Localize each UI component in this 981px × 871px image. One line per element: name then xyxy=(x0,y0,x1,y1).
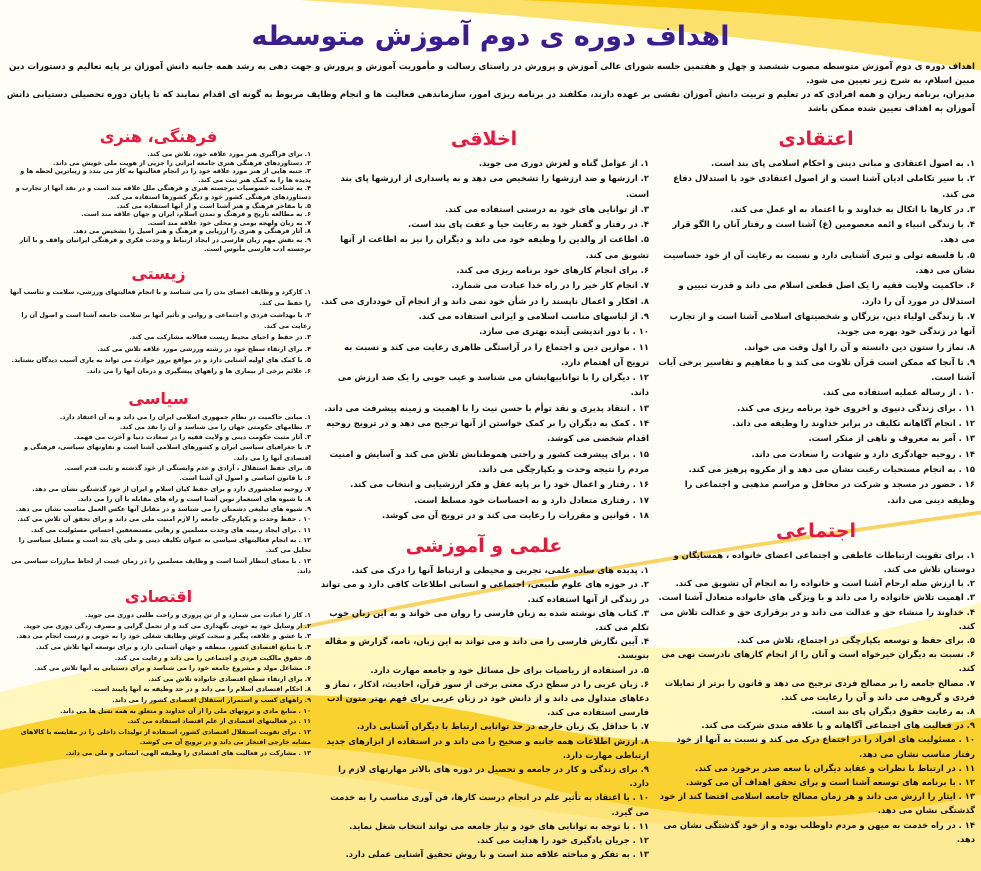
goal-item: ۶. حاکمیت ولایت فقیه را یک اصل قطعی اسلام می داند و قدرت تبیین و استدلال در مورد آن را دارد. xyxy=(678,280,975,306)
section-akhlaghi xyxy=(319,126,649,523)
section-heading: اجتماعی xyxy=(775,519,857,542)
goal-item: ۷. با حداقل یک زبان خارجه در حد توانایی ارتباط با دیگران آشنایی دارد. xyxy=(356,721,649,732)
goal-item: ۱۵ . برای پیشرفت کشور و راحتی هموطنانش تلاش می کند و آسایش و امنیت مردم را نتیجه وحدت و یکپارچگی می داند. xyxy=(329,448,649,474)
goal-item: ۱۶ . رفتار و اعمال خود را بر پایه عقل و فکر ارزشیابی و انتخاب می کند. xyxy=(350,479,649,490)
goal-item: ۱۳ . با معنای انتظار آشنا است و وظایف مسلمین را در زمان غیبت از لحاظ مبارزات سیاسی می داند. xyxy=(11,556,311,575)
goal-item: ۹. راههای کسب و استمرار استقلال اقتصادی کشور را می داند. xyxy=(112,696,311,704)
goal-item: ۱۲ . با برنامه های توسعه آشنا است و برای تحقق اهداف آن می کوشد. xyxy=(685,777,975,788)
goal-item: ۱۱ . در فعالیتهای اقتصادی از علم اقتصاد استفاده می کند. xyxy=(127,717,311,726)
goal-item: ۸. با شیوه های استعمار نوین آشنا است و راه های مقابله با آن را می داند. xyxy=(77,494,311,503)
goal-list xyxy=(657,156,975,508)
goal-item: ۱۷ . رفتاری متعادل دارد و به احساسات خود مسلط است. xyxy=(414,494,649,505)
goal-item: ۱۳ . به تفکر و مباحثه علاقه مند است و با روش تحقیق آشنایی عملی دارد. xyxy=(345,849,649,860)
goal-item: ۶. با قانون اساسی و اصول آن آشنا است. xyxy=(179,474,311,483)
goal-item: ۲. در حوزه های علوم طبیعی، اجتماعی و انسانی اطلاعات کافی دارد و می تواند در زندگی از آنها استفاده کند. xyxy=(320,579,649,604)
goal-item: ۱۰ . از رساله عملیه استفاده می کند. xyxy=(822,387,975,398)
section-heading: زیستی xyxy=(131,264,186,284)
goal-item: ۸. نماز را ستون دین دانسته و آن را اول وقت می خواند. xyxy=(744,341,975,352)
goal-item: ۳. آثار مثبت حکومت دینی و ولایت فقیه را در سعادت دنیا و آخرت می فهمد. xyxy=(73,433,311,442)
section-siasi xyxy=(6,388,311,577)
goal-item: ۳. کتاب های نوشته شده به زبان فارسی را روان می خواند و به این زبان خوب تکلم می کند. xyxy=(329,607,649,632)
goal-item: ۱۰ . مسئولیت های افراد را در اجتماع درک می کند و نسبت به آنها از خود رفتار مناسب نشان می دهد. xyxy=(676,734,975,759)
goal-item: ۷. به زبان ولهجه بومی و محلی خود علاقه مند است. xyxy=(147,218,311,227)
goal-item: ۱۰ . با دور اندیشی آینده بهتری می سازد. xyxy=(479,326,649,337)
goal-item: ۸. به رعایت حقوق دیگران پای بند است. xyxy=(811,706,975,717)
section-farhangi xyxy=(6,126,311,253)
section-eteghadi xyxy=(657,126,975,508)
goal-item: ۱. به اصول اعتقادی و مبانی دینی و احکام اسلامی پای بند است. xyxy=(711,158,975,168)
column-left xyxy=(6,126,311,759)
goal-list xyxy=(319,156,649,523)
goal-item: ۶. برای انجام کارهای خود برنامه ریزی می کند. xyxy=(456,265,649,276)
goal-item: ۳. از توانایی های خود به درستی استفاده می کند. xyxy=(444,203,649,214)
goal-item: ۱۱ . برای ایجاد زمینه های وحدت مسلمین و رهایی مستضعفین احساس مسئولیت می کند. xyxy=(30,525,311,534)
goal-item: ۱. برای فراگیری هنر مورد علاقه خود، تلاش می کند. xyxy=(147,150,311,158)
goal-item: ۴. با جغرافیای سیاسی ایران و کشورهای اسلامی آشنا است و تفاوتهای سیاسی، فرهنگی و اقتصادی آنها را می داند. xyxy=(23,443,311,462)
section-zisti xyxy=(6,263,311,377)
section-heading: فرهنگی، هنری xyxy=(99,127,218,146)
goal-item: ۴. خداوند را منشاء حق و عدالت می داند و در برقراری حق و عدالت تلاش می کند. xyxy=(660,606,975,631)
goal-item: ۳. در حفظ و احیای محیط زیست فعالانه مشارکت می کند. xyxy=(129,333,311,342)
goal-item: ۱۲ . به انجام فعالیتهای سیاسی به عنوان تکلیف دینی و ملی پای بند است و مسایل سیاسی را تحلیل می کند. xyxy=(18,536,311,555)
goal-item: ۶. علائم برخی از بیماری ها و راههای پیشگیری و درمان آنها را می داند. xyxy=(86,367,311,376)
section-elmi xyxy=(319,533,649,861)
goal-item: ۴. به شناخت خصوصیات برجسته هنری و فرهنگی ملل علاقه مند است و در نقد آنها از تجارب و دستاوردهای فرهنگی کشور خود و دیگر کشورها استفاده می کند. xyxy=(15,184,311,201)
goal-item: ۶. زبان عربی را در سطح درک معنی برخی از سور قرآن، احادیث، اذکار ، نماز و دعاهای متداول می داند و از دانش خود در زبان عربی برای فهم بهتر متون ادب فارسی استفاده می کند. xyxy=(325,678,649,718)
goal-item: ۱۱ . در ارتباط با نظرات و عقاید دیگران با سعه صدر برخورد می کند. xyxy=(695,762,975,773)
goal-item: ۱۲ . دیگران را با تواناییهایشان می شناسد و عیب جویی را یک ضد ارزش می داند. xyxy=(337,372,649,398)
goal-item: ۲. با بهداشت فردی و اجتماعی و روانی و تأثیر آنها بر سلامت جامعه آشنا است و اصول آن را رعایت می کند. xyxy=(21,310,311,331)
intro-line: اهداف دوره ی دوم آموزش متوسطه مصوب ششصد و چهل و هفتمین جلسه شورای عالی آموزش و پرورش در راستای رسالت و مأموریت آموزش و پرورش و جهت دهی به رشد همه جانبه دانش آموزان بر پایه تعالیم و دستورات دین مبین اسلام، به شرح زیر تعیین می شود. xyxy=(9,62,975,86)
goal-list xyxy=(6,412,311,577)
goal-item: ۱۴ . در راه خدمت به میهن و مردم داوطلب بوده و از خود گذشتگی نشان می دهد. xyxy=(663,819,975,844)
goal-item: ۹. تا آنجا که ممکن است قرآن تلاوت می کند و با مفاهیم و تفاسیر برخی آیات آشنا است. xyxy=(658,356,975,383)
page-title: اهداف دوره ی دوم آموزش متوسطه xyxy=(251,21,730,52)
goal-item: ۵. حقوق مالکیت فردی و اجتماعی را می داند و رعایت می کند. xyxy=(114,653,311,662)
goal-item: ۷. روحیه سلحشوری دارد و برای حفظ کیان اسلام و ایران از خود گذشتگی نشان می دهد. xyxy=(32,484,311,493)
goal-item: ۱۴ . کمک به دیگران را بر کمک خواستن از آنها ترجیح می دهد و در ترویج روحیه اقدام شخصی می کوشد. xyxy=(326,418,649,444)
goal-item: ۶. مشاغل مولد و مشروع جامعه خود را می شناسد و برای دستیابی به آنها تلاش می کند. xyxy=(34,664,311,673)
goal-item: ۱۰ . منابع مادی و ثروتهای ملی را از آن خداوند و متعلق به همه نسل ها می داند. xyxy=(60,706,311,715)
goal-item: ۸. افکار و اعمال ناپسند را در شأن خود نمی داند و از انجام آن خودداری می کند. xyxy=(321,295,649,306)
goal-item: ۱. مبانی حاکمیت در نظام جمهوری اسلامی ایران را می داند و به آن اعتقاد دارد. xyxy=(59,412,311,421)
section-heading: اخلاقی xyxy=(450,128,518,150)
goal-item: ۱. کارکرد و وظایف اعضای بدن را می شناسد و با انجام فعالیتهای ورزشی، سلامت و تناسب آنها را حفظ می کند. xyxy=(10,288,311,308)
goal-list xyxy=(6,287,311,377)
goal-item: ۱۶ . حضور در مسجد و شرکت در محافل و مراسم مذهبی و اجتماعی را وظیفه دینی می داند. xyxy=(684,479,975,505)
goal-item: ۸. آثار فرهنگی و هنری را ارزیابی و فرهنگ و هنر اصیل را تشخیص می دهد. xyxy=(72,227,311,236)
intro-line: مدیران، برنامه ریزان و همه افرادی که در تعلیم و تربیت دانش آموزان نقشی بر عهده دارند، مکلفند در برنامه ریزی امور، سازماندهی فعالیت ها و انجام وظایف مربوط به گونه ای اقدام نمایند که تا پایان دوره تحصیلی دستیابی دانش آموزان به اهداف تعیین شده ممکن باشد xyxy=(6,90,975,114)
section-heading: علمی و آموزشی xyxy=(405,535,563,558)
goal-item: ۷. مصالح جامعه را بر مصالح فردی ترجیح می دهد و قانون را برتر از تمایلات فردی و گروهی می داند و آن را رعایت می کند. xyxy=(664,677,975,702)
goal-item: ۸. ارزش اطلاعات همه جانبه و صحیح را می داند و در استفاده از ابزارهای جدید ارتباطی مهارت دارد. xyxy=(326,735,649,760)
goal-item: ۲. ارزشها و ضد ارزشها را تشخیص می دهد و به پاسداری از ارزشها پای بند است. xyxy=(340,173,649,199)
goal-item: ۳. اهمیت تلاش خانواده را می داند و با ویژگی های خانواده متعادل آشنا است. xyxy=(658,592,975,603)
goal-item: ۱. پدیده های ساده علمی، تجربی و محیطی و ارتباط آنها را درک می کند. xyxy=(351,565,649,576)
goal-item: ۶. به مطالعه تاریخ و فرهنگ و تمدن اسلام، ایران و جهان علاقه مند است. xyxy=(81,210,311,219)
section-ejtemai xyxy=(657,518,975,846)
goal-item: ۷. انجام کار خیر را در راه خدا عبادت می شمارد. xyxy=(451,280,649,291)
goal-item: ۱۸ . قوانین و مقررات را رعایت می کند و در ترویج آن می کوشد. xyxy=(382,509,649,520)
goal-item: ۵. برای حفظ استقلال ، آزادی و عدم وابستگی از خود گذشته و ثابت قدم است. xyxy=(64,463,311,472)
goal-item: ۵. در استفاده از ریاضیات برای حل مسائل خود و جامعه مهارت دارد. xyxy=(370,664,649,675)
goal-item: ۹. از لباسهای مناسب اسلامی و ایرانی استفاده می کند. xyxy=(418,310,649,321)
goal-item: ۴. با زندگی انبیاء و ائمه معصومین (ع) آشنا است و رفتار آنان را الگو قرار می دهد. xyxy=(672,219,975,245)
section-heading: اعتقادی xyxy=(778,128,854,150)
goal-item: ۵. با فلسفه تولی و تبری آشنایی دارد و نسبت به رعایت آن از خود حساسیت نشان می دهد. xyxy=(663,249,975,276)
goal-item: ۱۲ . برای تقویت استقلال اقتصادی کشور، استفاده از تولیدات داخلی را در مقایسه با کالاهای مشابه خارجی افتخار می داند و در ترویج آن می کوشد. xyxy=(20,727,311,747)
goal-item: ۱۴ . روحیه جهادگری دارد و شهادت را سعادت می داند. xyxy=(751,448,975,459)
section-heading: اقتصادی xyxy=(124,587,193,607)
goal-item: ۴. برای ارتقاء سطح خود در رشته ورزشی مورد علاقه تلاش می کند. xyxy=(97,344,311,353)
goal-item: ۱۳ . انتقاد پذیری و نقد توأم با حسن نیت را با اهمیت و زمینه پیشرفت می داند. xyxy=(324,402,649,413)
goal-item: ۳. با عشق و علاقه، پیگیر و سخت کوش وظایف شغلی خود را به خوبی و درست انجام می دهد. xyxy=(16,632,311,641)
goal-item: ۵. اطاعت از والدین را وظیفه خود می داند و دیگران را نیز به اطاعت از آنها تشویق می کند. xyxy=(340,234,649,260)
goal-item: ۹. در فعالیت های اجتماعی آگاهانه و با علاقه مندی شرکت می کند. xyxy=(701,720,975,731)
column-middle xyxy=(319,126,649,861)
goal-item: ۱۲ . انجام آگاهانه تکلیف در برابر خداوند را وظیفه می داند. xyxy=(732,418,975,429)
goal-list xyxy=(6,610,311,758)
goal-item: ۱۳ . مشارکت در فعالیت های اقتصادی را وظیفه الهی، انسانی و ملی می داند. xyxy=(65,748,311,757)
goal-item: ۱۰ . با اعتقاد به تأثیر علم در انجام درست کارها، فن آوری مناسب را به خدمت می گیرد. xyxy=(330,792,649,817)
goal-item: ۹. برای زندگی و کار در جامعه و تحصیل در دوره های بالاتر مهارتهای لازم را دارد. xyxy=(338,763,649,789)
goal-item: ۷. با زندگی اولیاء دین، بزرگان و شخصیتهای اسلامی آشنا است و از تجارب آنها در زندگی خود بهره می جوید. xyxy=(669,310,975,337)
goal-item: ۱. از عوامل گناه و لغزش دوری می جوید. xyxy=(478,158,649,168)
goal-item: ۱۳ . آمر به معروف و ناهی از منکر است. xyxy=(808,433,975,444)
goal-item: ۳. جنبه هایی از هنر مورد علاقه خود را در انجام فعالیتها به کار می بندد و زیباترین لحظه ها و پدیده ها را به کمک هنر ثبت می کند. xyxy=(20,167,311,184)
section-heading: سیاسی xyxy=(128,388,189,408)
goal-item: ۲. با ارزش صله ارحام آشنا است و خانواده را به انجام آن تشویق می کند. xyxy=(675,578,975,589)
goal-list xyxy=(6,150,311,253)
goal-item: ۲. نظامهای حکومتی جهان را می شناسد و آن را نقد می کند. xyxy=(119,422,311,431)
goal-item: ۸. احکام اقتصادی اسلام را می داند و در حد وظیفه به آنها پایبند است. xyxy=(91,685,311,694)
goal-item: ۵. با مفاخر فرهنگ و هنر آشنا است و از آنها استفاده می کند. xyxy=(116,201,311,210)
goal-item: ۱۰ . حفظ وحدت و یکپارچگی جامعه را لازم امنیت ملی می داند و برای تحقق آن تلاش می کند. xyxy=(17,515,311,524)
goal-item: ۱. برای تقویت ارتباطات عاطفی و اجتماعی اعضای خانواده ، همسایگان و دوستان تلاش می کند. xyxy=(673,549,975,575)
goal-item: ۱۵ . به انجام مستحبات رغبت نشان می دهد و از مکروه پرهیز می کند. xyxy=(688,463,975,474)
goal-item: ۶. نسبت به دیگران خیرخواه است و آنان را از انجام کارهای نادرست نهی می کند. xyxy=(661,649,975,674)
goal-item: ۹. شیوه های تبلیغی دشمنان را می شناسد و در مقابل آنها عکس العمل مناسب نشان می دهد. xyxy=(15,505,311,514)
goal-item: ۲. از وسایل خود به خوبی نگهداری می کند و از تجمل گرایی و مصرف زدگی دوری می جوید. xyxy=(23,621,311,630)
goal-item: ۴. با منابع اقتصادی کشور، منطقه و جهان آشنایی دارد و برای توسعه آنها تلاش می کند. xyxy=(35,643,311,652)
goal-item: ۷. برای ارتقاء سطح اقتصادی خانواده تلاش می کند. xyxy=(148,674,311,683)
goal-list xyxy=(319,563,649,861)
goal-item: ۱۳ . ایثار را ارزش می داند و هر زمان مصالح جامعه اسلامی اقتضا کند از خود گذشتگی نشان می دهد. xyxy=(659,791,975,816)
goal-item: ۱۱ . برای زندگی دنیوی و اخروی خود برنامه ریزی می کند. xyxy=(737,402,975,413)
goal-item: ۱۲ . جریان یادگیری خود را هدایت می کند. xyxy=(477,834,649,845)
goal-item: ۱۱ . موازین دین و اجتماع را در آراستگی ظاهری رعایت می کند و نسبت به ترویج آن اهتمام دارد. xyxy=(344,341,649,367)
column-right xyxy=(657,126,975,846)
goal-item: ۵. با کمک های اولیه آشنایی دارد و در مواقع بروز حوادث می تواند به یاری آسیب دیدگان بشتابد. xyxy=(11,355,311,364)
goal-list xyxy=(657,548,975,846)
goal-item: ۴. در رفتار و گفتار خود به رعایت حیا و عفت پای بند است. xyxy=(408,219,649,230)
goal-item: ۳. در کارها با اتکال به خداوند و با اعتماد به او عمل می کند. xyxy=(730,203,975,214)
goal-item: ۴. آیین نگارش فارسی را می داند و می تواند به این زبان، نامه، گزارش و مقاله بنویسد. xyxy=(324,636,649,661)
goal-item: ۱. کار را عبادت می شمارد و از تن پروری و راحت طلبی دوری می جوید. xyxy=(85,611,311,620)
goal-item: ۵. برای حفظ و توسعه یکپارچگی در اجتماع، تلاش می کند. xyxy=(737,635,975,646)
goal-item: ۹. به نقش مهم زبان فارسی در ایجاد ارتباط و وحدت فکری و فرهنگی ایرانیان واقف و با آثار برجسته ادب فارسی مأنوس است. xyxy=(19,235,311,253)
goal-item: ۲. با سیر تکاملی ادیان آشنا است و از اصول اعتقادی خود با استدلال دفاع می کند. xyxy=(673,173,975,199)
goal-item: ۲. دستاوردهای فرهنگی هنری جامعه ایرانی را جزیی از هویت ملی خویش می داند. xyxy=(52,158,311,167)
columns xyxy=(6,126,975,861)
goal-item: ۱۱ . با توجه به توانایی های خود و نیاز جامعه می تواند انتخاب شغل نماید. xyxy=(349,820,649,831)
intro-text xyxy=(6,60,975,116)
section-eghtesadi xyxy=(6,586,311,758)
